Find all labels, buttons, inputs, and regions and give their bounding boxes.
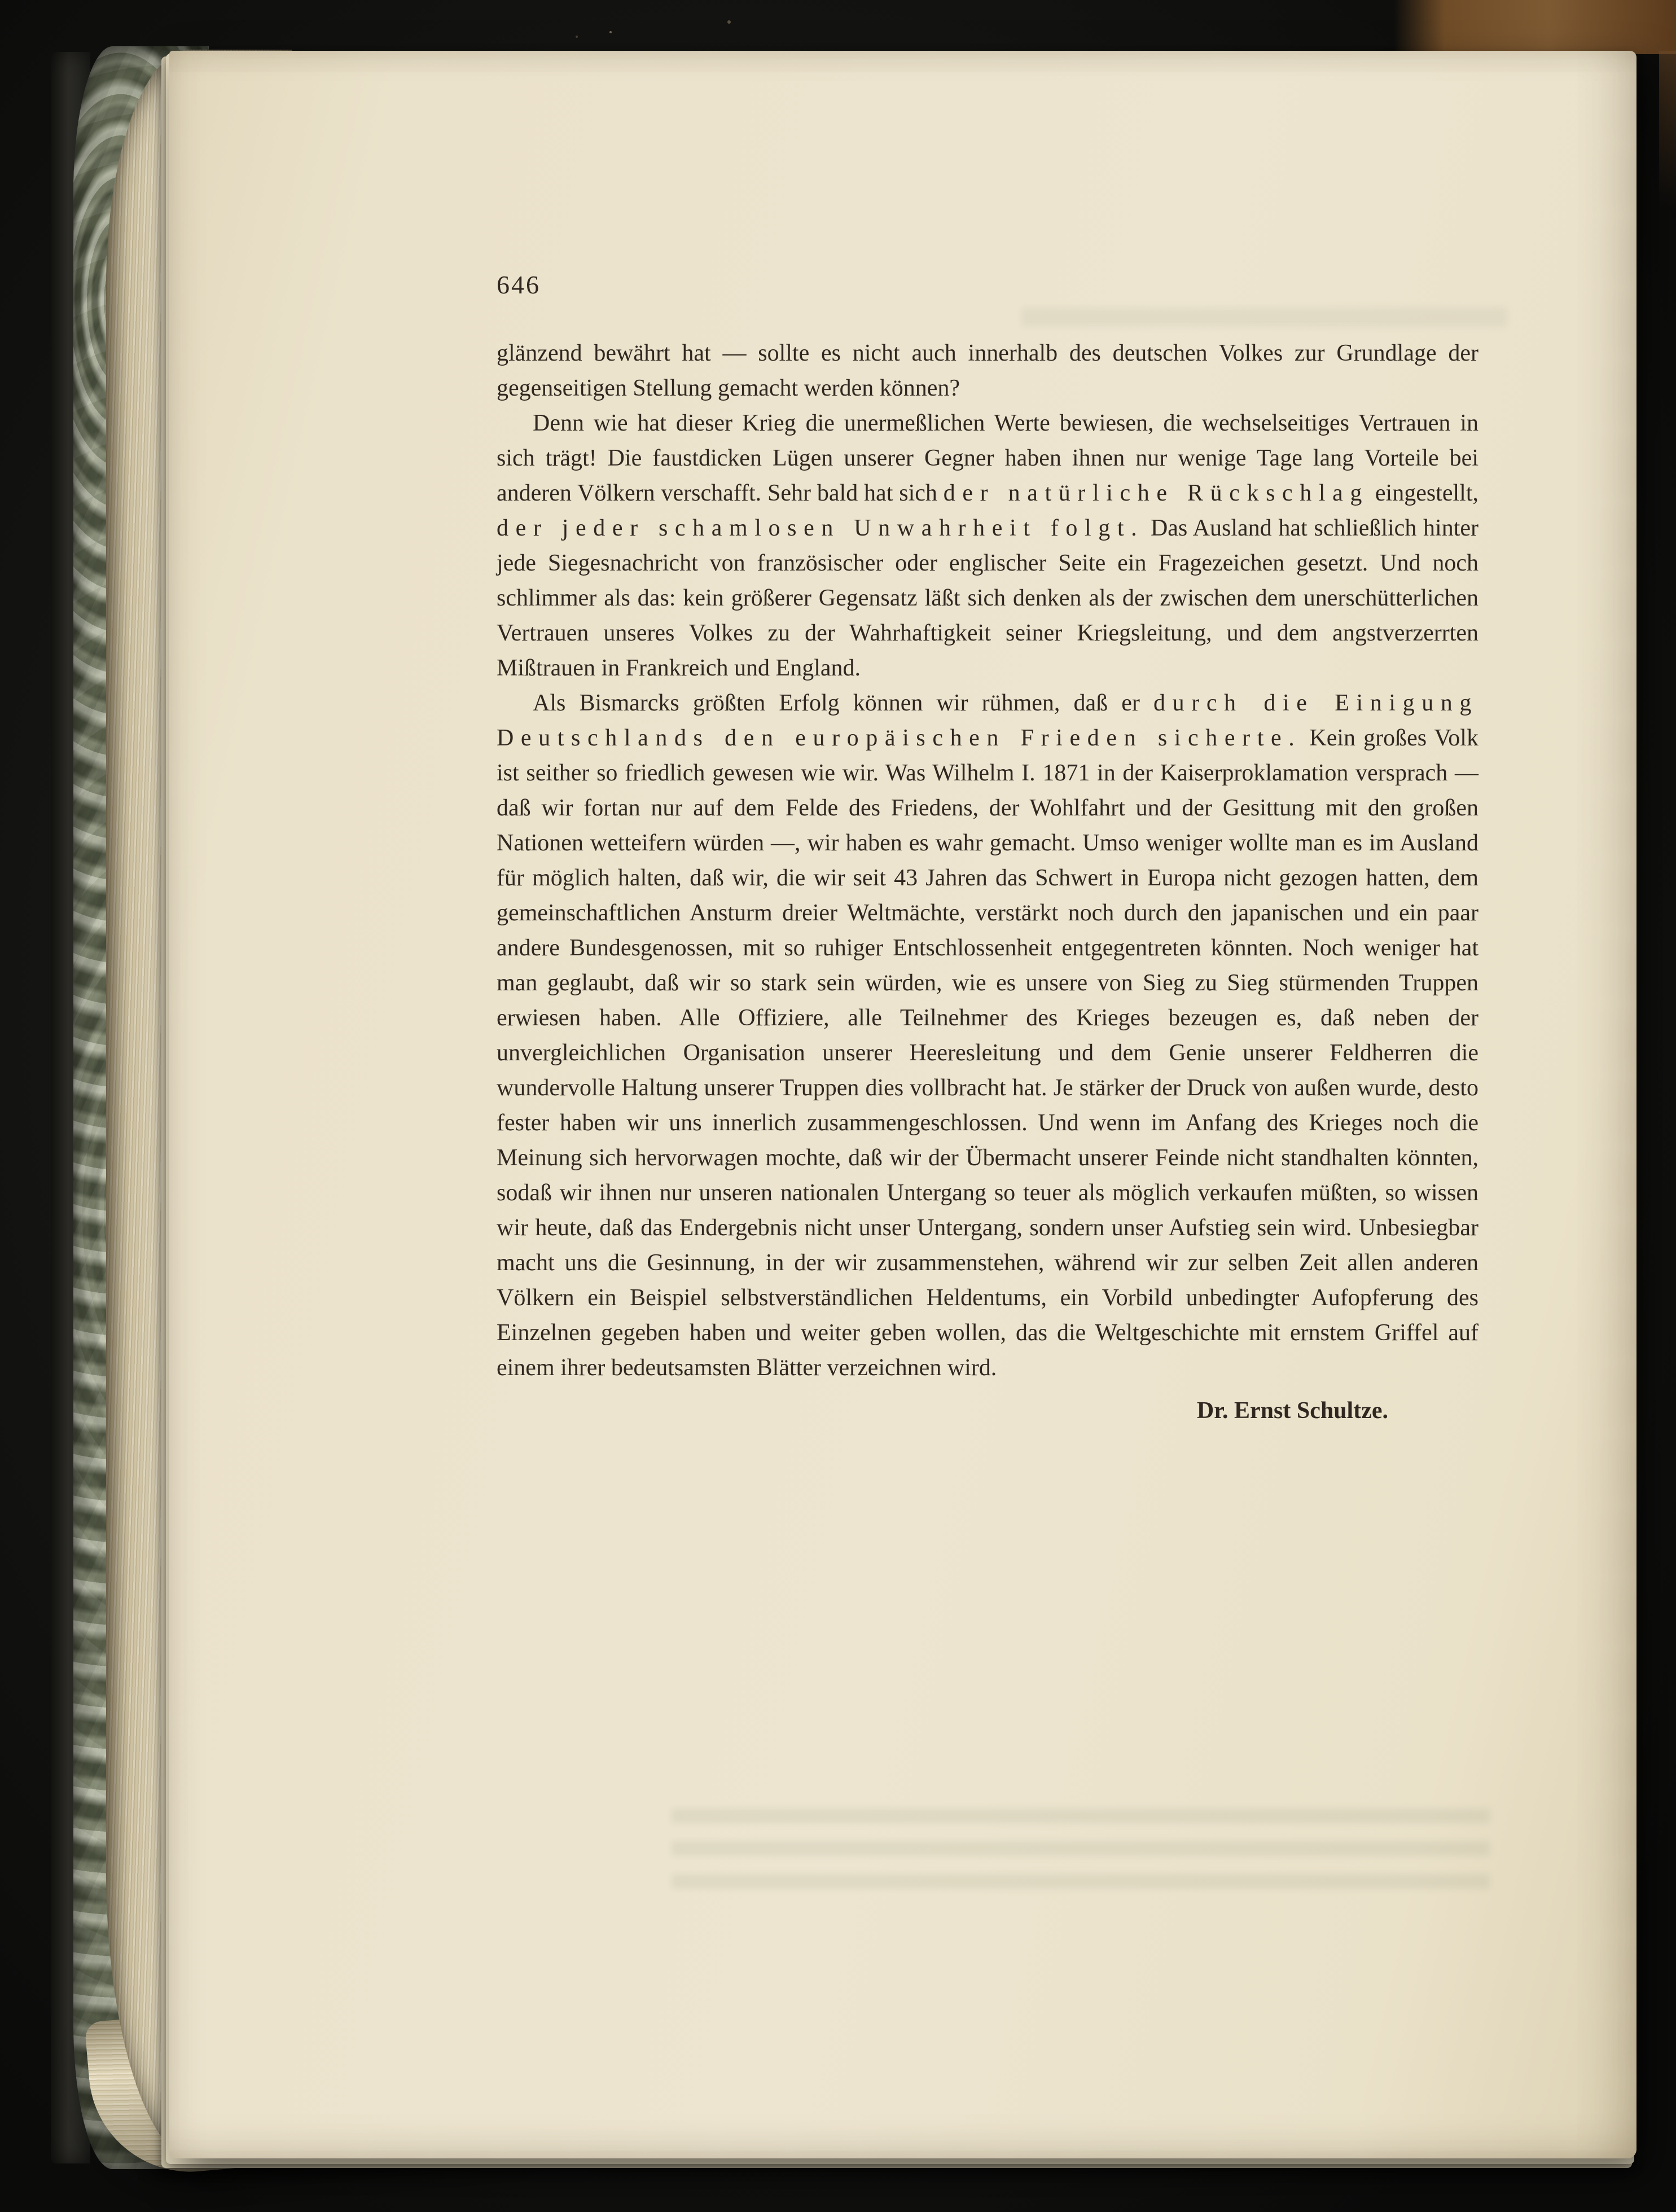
body-text: glänzend bewährt hat — sollte es nicht auch innerhalb des deutschen Volkes zur Grundlage der gegenseitigen Stellung gemacht werden können?: [497, 340, 1478, 401]
body-text: Denn wie hat dieser Krieg die unermeßlichen Werte bewiesen, die wechselseitiges Vertrauen in sich trägt! Die faustdicken Lügen unserer Gegner haben ihnen nur wenige Tage lang Vorteile bei anderen Völkern verschafft. Sehr bald hat sich: [497, 410, 1478, 506]
paragraph: [497, 406, 1478, 686]
body-text: Als Bismarcks größten Erfolg können wir rühmen, daß er: [533, 690, 1154, 716]
book-page: [169, 51, 1636, 2158]
body-text: Das Ausland hat schließlich hinter jede Siegesnachricht von französischer oder englischer Seite ein Fragezeichen gesetzt. Und noch schlimmer als das: kein größerer Gegensatz läßt sich denken als der zwischen dem unerschütterlichen Vertrauen unseres Volkes zu der Wahrhaftigkeit seiner Kriegsleitung, und dem angstverzerrten Mißtrauen in Frankreich und England.: [497, 515, 1478, 681]
paragraph: [497, 686, 1478, 1385]
open-book: [51, 45, 1642, 2172]
book-cover-edge-fade: [1659, 51, 1676, 209]
author-signature: Dr. Ernst Schultze.: [1196, 1398, 1388, 1424]
show-through-smudge: [1021, 308, 1507, 327]
emphasized-text: der jeder schamlosen Unwahrheit folgt.: [497, 515, 1144, 541]
body-text: eingestellt,: [1369, 480, 1478, 506]
page-number: 646: [497, 270, 541, 299]
text-block: [497, 336, 1478, 1428]
show-through-smudge: [672, 1809, 1490, 1893]
emphasized-text: der natürliche Rückschlag: [943, 480, 1370, 506]
paragraphs: [497, 336, 1478, 1385]
emphasized-text: durch die Einigung Deutschlands den europäischen Frieden sicherte.: [497, 690, 1479, 751]
dust-specks: [609, 31, 612, 33]
body-text: Kein großes Volk ist seither so friedlich gewesen wie wir. Was Wilhelm I. 1871 in der Kaiserproklamation versprach — daß wir fortan nur auf dem Felde des Friedens, der Wohlfahrt und der Gesittung mit den großen Nationen wetteifern würden —, wir haben es wahr gemacht. Umso weniger wollte man es im Ausland für möglich halten, daß wir, die wir seit 43 Jahren das Schwert in Europa nicht gezogen hatten, dem gemeinschaftlichen Ansturm dreier Weltmächte, verstärkt noch durch den japanischen und ein paar andere Bundesgenossen, mit so ruhiger Entschlossenheit entgegentreten könnten. Noch weniger hat man geglaubt, daß wir so stark sein würden, wie es unsere von Sieg zu Sieg stürmenden Truppen erwiesen haben. Alle Offiziere, alle Teilnehmer des Krieges bezeugen es, daß neben der unvergleichlichen Organisation unserer Heeresleitung und dem Genie unserer Feldherren die wundervolle Haltung unserer Truppen dies vollbracht hat. Je stärker der Druck von außen wurde, desto fester haben wir uns innerlich zusammengeschlossen. Und wenn im Anfang des Krieges noch die Meinung sich hervorwagen mochte, daß wir der Übermacht unserer Feinde nicht standhalten könnten, sodaß wir ihnen nur unseren nationalen Untergang so teuer als möglich verkaufen müßten, so wissen wir heute, daß das Endergebnis nicht unser Untergang, sondern unser Aufstieg sein wird. Unbesiegbar macht uns die Gesinnung, in der wir zusammenstehen, während wir zur selben Zeit allen anderen Völkern ein Beispiel selbstverständlichen Heldentums, ein Vorbild unbedingter Aufopferung des Einzelnen gegeben haben und weiter geben wollen, das die Weltgeschichte mit ernstem Griffel auf einem ihrer bedeutsamsten Blätter verzeichnen wird.: [497, 725, 1478, 1381]
paragraph: [497, 336, 1478, 406]
